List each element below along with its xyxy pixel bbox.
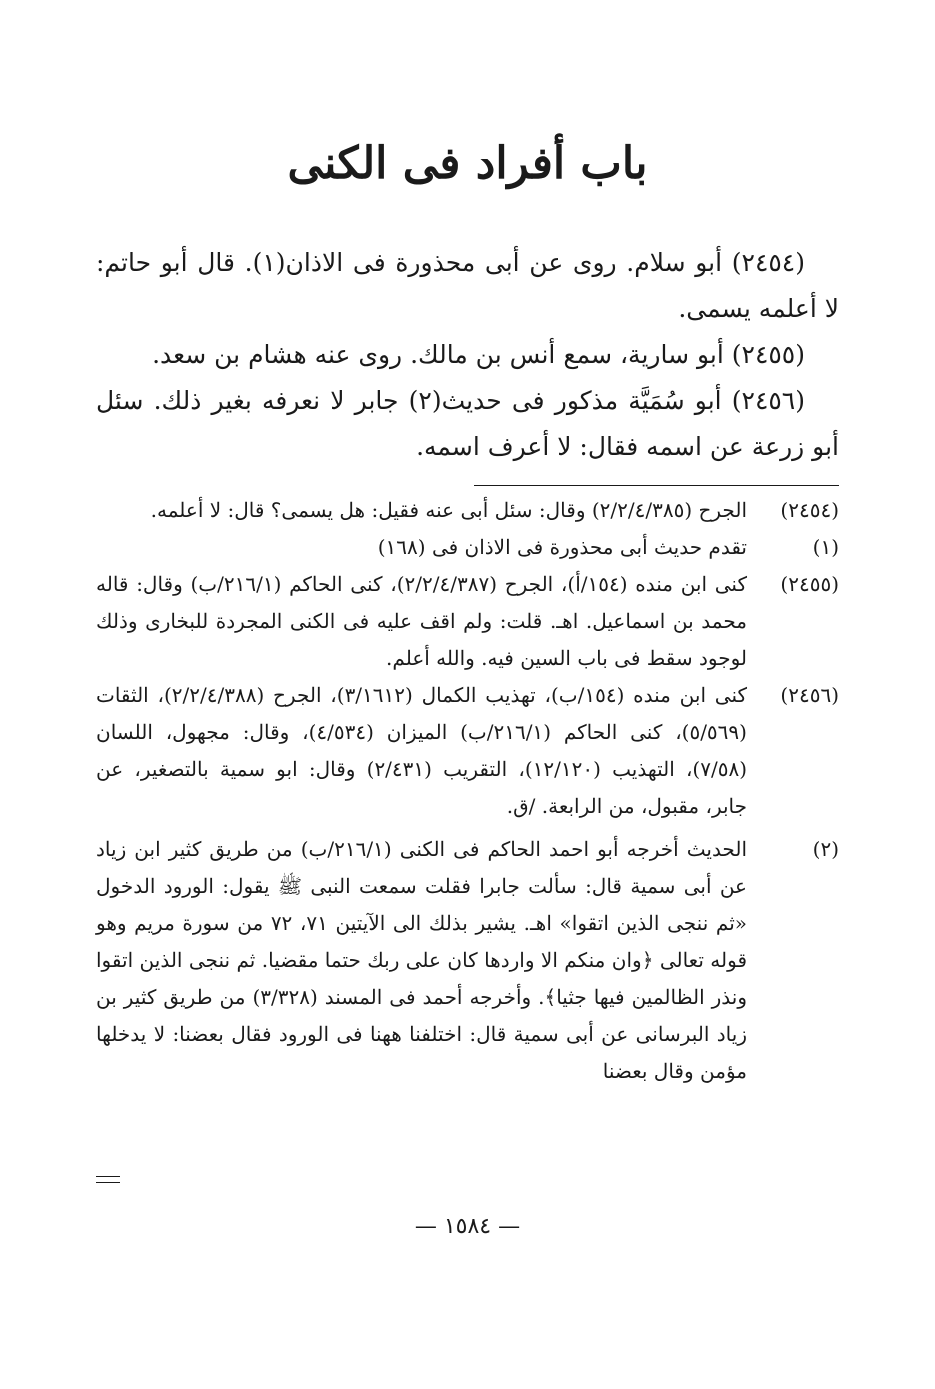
footnote-text: كنى ابن منده (١٥٤/أ)، الجرح (٢/٢/٤/٣٨٧)، كنى الحاكم (٢١٦/١/ب) وقال: قاله محمد بن اسماعيل. اهـ. قلت: ولم اقف عليه فى الكنى المجردة للبخارى وذلك لوجود سقط فى باب السين فيه. والله أعلم. xyxy=(96,572,747,670)
footnote-number: (٢) xyxy=(812,837,839,861)
chapter-title: باب أفراد فى الكنى xyxy=(287,138,648,189)
continuation-mark xyxy=(96,1176,120,1183)
footnote-text: الحديث أخرجه أبو احمد الحاكم فى الكنى (٢١٦/١/ب) من طريق كثير ابن زياد عن أبى سمية قال: سألت جابرا فقلت سمعت النبى ﷺ يقول: الورود الدخول «ثم ننجى الذين اتقوا» اهـ. يشير بذلك الى الآيتين ٧١، ٧٢ من سورة مريم وهو قوله تعالى ﴿وان منكم الا واردها كان على ربك حتما مقضيا. ثم ننجى الذين اتقوا ونذر الظالمين فيها جثيا﴾. وأخرجه أحمد فى المسند (٣/٣٢٨) من طريق كثير بن زياد البرسانى عن أبى سمية قال: اختلفنا ههنا فى الورود فقال بعضنا: لا يدخلها مؤمن وقال بعضنا xyxy=(96,837,747,1083)
footnote-2455 xyxy=(96,566,839,677)
entry-2455: (٢٤٥٥) أبو سارية، سمع أنس بن مالك. روى عنه هشام بن سعد. xyxy=(152,340,805,369)
entry-2456: (٢٤٥٦) أبو سُمَيَّة مذكور فى حديث(٢) جابر لا نعرفه بغير ذلك. سئل أبو زرعة عن اسمه فقال: لا أعرف اسمه. xyxy=(96,386,839,461)
footnote-1 xyxy=(96,529,839,566)
footnote-number: (٢٤٥٥) xyxy=(780,572,839,596)
footnote-2456 xyxy=(96,677,839,825)
footnote-divider xyxy=(474,485,839,486)
footnote-text: كنى ابن منده (١٥٤/ب)، تهذيب الكمال (٣/١٦١٢)، الجرح (٢/٢/٤/٣٨٨)، الثقات (٥/٥٦٩)، كنى الحاكم (٢١٦/١/ب) الميزان (٤/٥٣٤)، وقال: مجهول، اللسان (٧/٥٨)، التهذيب (١٢/١٢٠)، التقريب (٢/٤٣١) وقال: ابو سمية بالتصغير، عن جابر، مقبول، من الرابعة. /ق. xyxy=(96,683,748,818)
entry-2454: (٢٤٥٤) أبو سلام. روى عن أبى محذورة فى الاذان(١). قال أبو حاتم: لا أعلمه يسمى. xyxy=(96,248,839,323)
footnote-2 xyxy=(96,831,839,1090)
footnote-2454 xyxy=(96,492,839,529)
page-number: — ١٥٨٤ — xyxy=(414,1214,521,1239)
footnote-text: تقدم حديث أبى محذورة فى الاذان فى (١٦٨) xyxy=(377,535,747,559)
footnote-number: (١) xyxy=(812,535,839,559)
footnote-text: الجرح (٢/٢/٤/٣٨٥) وقال: سئل أبى عنه فقيل: هل يسمى؟ قال: لا أعلمه. xyxy=(150,498,747,522)
footnotes xyxy=(96,492,839,1090)
footnote-number: (٢٤٥٤) xyxy=(780,498,839,522)
footnote-number: (٢٤٥٦) xyxy=(780,683,839,707)
main-text xyxy=(96,240,839,470)
